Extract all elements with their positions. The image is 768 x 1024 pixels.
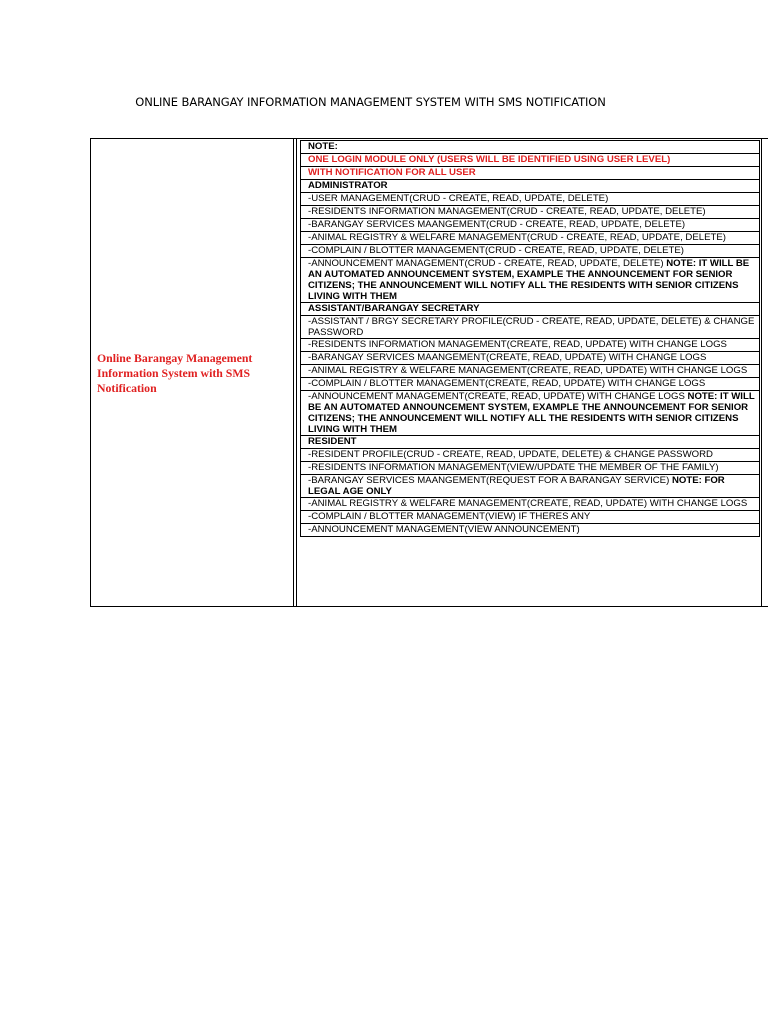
list-item: -RESIDENTS INFORMATION MANAGEMENT(VIEW/UPDATE THE MEMBER OF THE FAMILY): [301, 462, 760, 475]
right-border: [761, 138, 762, 607]
table-row: [301, 193, 760, 206]
table-row: [301, 524, 760, 537]
list-item: -BARANGAY SERVICES MAANGEMENT(CREATE, READ, UPDATE) WITH CHANGE LOGS: [301, 352, 760, 365]
note-header: NOTE:: [301, 141, 760, 154]
table-row: [301, 498, 760, 511]
list-item: -COMPLAIN / BLOTTER MANAGEMENT(CRUD - CREATE, READ, UPDATE, DELETE): [301, 245, 760, 258]
list-item-text: -BARANGAY SERVICES MAANGEMENT(REQUEST FOR A BARANGAY SERVICE): [308, 475, 670, 486]
table-row: [301, 391, 760, 436]
table-row: [301, 352, 760, 365]
list-item: -RESIDENTS INFORMATION MANAGEMENT(CRUD - CREATE, READ, UPDATE, DELETE): [301, 206, 760, 219]
table-row: [301, 167, 760, 180]
table-row: [301, 303, 760, 316]
document-title: ONLINE BARANGAY INFORMATION MANAGEMENT SYSTEM WITH SMS NOTIFICATION: [135, 95, 606, 109]
legal-age-note: NOTE: FOR LEGAL AGE ONLY: [308, 475, 725, 497]
notification-note: WITH NOTIFICATION FOR ALL USER: [301, 167, 760, 180]
table-row: [301, 475, 760, 498]
table-row: [301, 378, 760, 391]
list-item-text: -ANNOUNCEMENT MANAGEMENT(CRUD - CREATE, READ, UPDATE, DELETE): [308, 258, 664, 269]
admin-header: ADMINISTRATOR: [301, 180, 760, 193]
table-row: [301, 316, 760, 339]
list-item: -COMPLAIN / BLOTTER MANAGEMENT(VIEW) IF THERES ANY: [301, 511, 760, 524]
table-row: [301, 232, 760, 245]
column-divider: [296, 139, 297, 606]
system-name-label: Online Barangay Management Information System with SMS Notification: [97, 351, 253, 395]
table-row: [301, 141, 760, 154]
secretary-header: ASSISTANT/BARANGAY SECRETARY: [301, 303, 760, 316]
table-row: [301, 180, 760, 193]
list-item: -COMPLAIN / BLOTTER MANAGEMENT(CREATE, READ, UPDATE) WITH CHANGE LOGS: [301, 378, 760, 391]
list-item: -RESIDENT PROFILE(CRUD - CREATE, READ, UPDATE, DELETE) & CHANGE PASSWORD: [301, 449, 760, 462]
resident-header: RESIDENT: [301, 436, 760, 449]
list-item: -ANIMAL REGISTRY & WELFARE MANAGEMENT(CRUD - CREATE, READ, UPDATE, DELETE): [301, 232, 760, 245]
table-row: [301, 219, 760, 232]
table-row: [301, 436, 760, 449]
list-item: -USER MANAGEMENT(CRUD - CREATE, READ, UPDATE, DELETE): [301, 193, 760, 206]
table-row: [301, 154, 760, 167]
login-note: ONE LOGIN MODULE ONLY (USERS WILL BE IDENTIFIED USING USER LEVEL): [301, 154, 760, 167]
list-item: -ANIMAL REGISTRY & WELFARE MANAGEMENT(CREATE, READ, UPDATE) WITH CHANGE LOGS: [301, 365, 760, 378]
list-item: -ANIMAL REGISTRY & WELFARE MANAGEMENT(CREATE, READ, UPDATE) WITH CHANGE LOGS: [301, 498, 760, 511]
table-row: [301, 339, 760, 352]
list-item: -BARANGAY SERVICES MAANGEMENT(CRUD - CREATE, READ, UPDATE, DELETE): [301, 219, 760, 232]
table-row: [301, 258, 760, 303]
requirements-table: [300, 140, 760, 537]
table-row: [301, 245, 760, 258]
list-item: [301, 391, 760, 436]
table-row: [301, 365, 760, 378]
list-item: -ASSISTANT / BRGY SECRETARY PROFILE(CRUD - CREATE, READ, UPDATE, DELETE) & CHANGE PASSWORD: [301, 316, 760, 339]
list-item-text: -ANNOUNCEMENT MANAGEMENT(CREATE, READ, UPDATE) WITH CHANGE LOGS: [308, 391, 685, 402]
announcement-note: NOTE: IT WILL BE AN AUTOMATED ANNOUNCEMENT SYSTEM, EXAMPLE THE ANNOUNCEMENT FOR SENIOR CITIZENS; THE ANNOUNCEMENT WILL NOTIFY ALL THE RESIDENTS WITH SENIOR CITIZENS LIVING WITH THEM: [308, 391, 755, 435]
list-item: [301, 258, 760, 303]
list-item: -RESIDENTS INFORMATION MANAGEMENT(CREATE, READ, UPDATE) WITH CHANGE LOGS: [301, 339, 760, 352]
system-name-cell: [91, 139, 294, 606]
announcement-note: NOTE: IT WILL BE AN AUTOMATED ANNOUNCEMENT SYSTEM, EXAMPLE THE ANNOUNCEMENT FOR SENIOR CITIZENS; THE ANNOUNCEMENT WILL NOTIFY ALL THE RESIDENTS WITH SENIOR CITIZENS LIVING WITH THEM: [308, 258, 750, 302]
table-row: [301, 449, 760, 462]
outer-table: [90, 138, 768, 607]
table-row: [301, 462, 760, 475]
list-item: -ANNOUNCEMENT MANAGEMENT(VIEW ANNOUNCEMENT): [301, 524, 760, 537]
table-row: [301, 206, 760, 219]
table-row: [301, 511, 760, 524]
list-item: [301, 475, 760, 498]
